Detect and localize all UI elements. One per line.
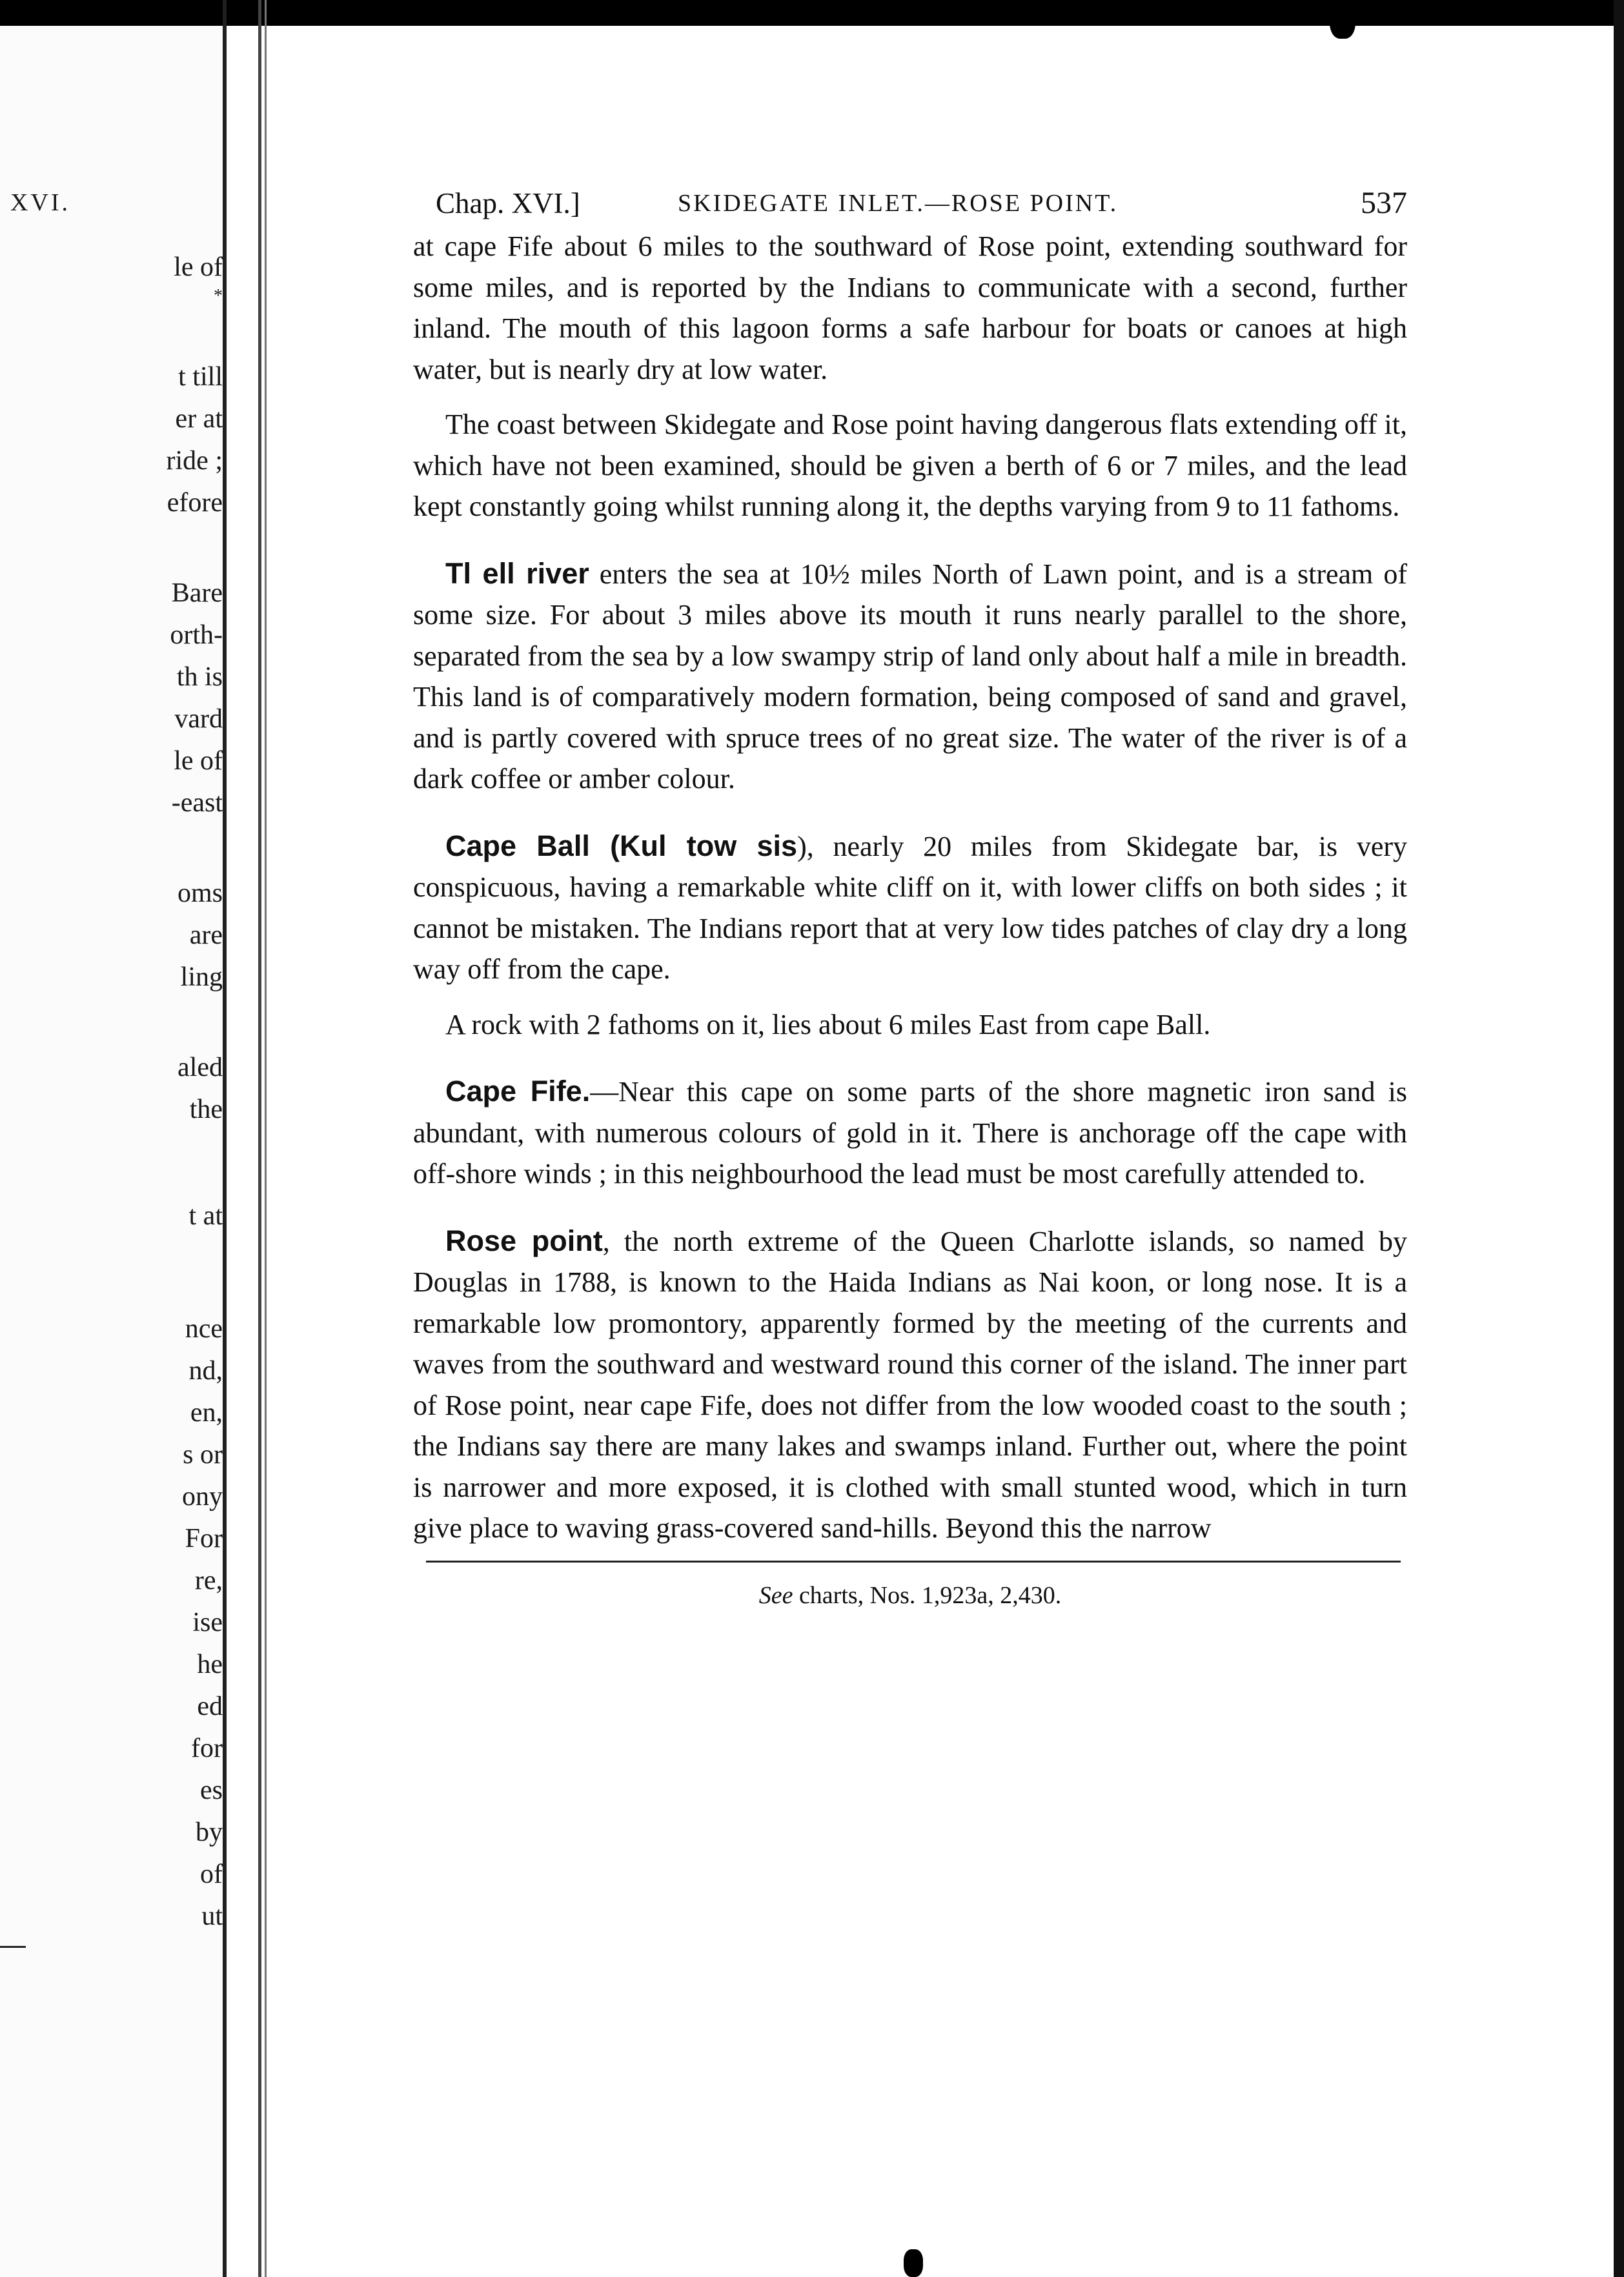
left-fragment: efore xyxy=(167,488,223,518)
left-fragment: s or xyxy=(183,1440,223,1470)
ink-blot xyxy=(1330,0,1355,39)
paragraph-cape-fife xyxy=(413,1071,1407,1195)
left-fragment: orth- xyxy=(170,620,223,650)
left-fragment: t at xyxy=(188,1201,223,1231)
ink-blot xyxy=(904,2249,923,2277)
chapter-label: Chap. XVI.] xyxy=(436,187,580,219)
left-fragment: XVI. xyxy=(10,189,71,216)
paragraph-tlell-river xyxy=(413,553,1407,800)
section-heading: Cape Fife. xyxy=(445,1075,591,1108)
paragraph-cape-ball xyxy=(413,825,1407,990)
section-heading: Tl ell river xyxy=(445,556,589,590)
footnote-text: charts, Nos. 1,923a, 2,430. xyxy=(793,1581,1062,1609)
paragraph-text: , the north extreme of the Queen Charlotte islands, so named by Douglas in 1788, is known to the Haida Indians as Nai koon, or long nose. It is a remarkable low promontory, apparently formed by the meeting of the currents and waves from the southward and westward round this corner of the island. The inner part of Rose point, near cape Fife, does not differ from the low wooded coast to the south ; the Indians say there are many lakes and swamps inland. Further out, where the point is narrower and more exposed, it is clothed with small stunted wood, which in turn give place to waving grass-covered sand-hills. Beyond this the narrow xyxy=(413,1225,1407,1544)
paragraph-rose-point xyxy=(413,1220,1407,1549)
left-fragment: ling xyxy=(180,962,223,992)
paragraph-coast: The coast between Skidegate and Rose point having dangerous flats extending off it, which have not been examined, should be given a berth of 6 or 7 miles, and the lead kept constantly going whilst running along it, the depths varying from 9 to 11 fathoms. xyxy=(413,409,1407,522)
left-fragment: the xyxy=(189,1095,223,1124)
left-fragment: oms xyxy=(177,878,223,908)
paragraph-text: enters the sea at 10½ miles North of Lawn point, and is a stream of some size. For about 3 miles above its mouth it runs nearly parallel to the shore, separated from the sea by a low swampy strip of land only about half a mile in breadth. This land is of comparatively modern formation, being composed of sand and gravel, and is partly covered with spruce trees of no great size. The water of the river is of a dark coffee or amber colour. xyxy=(413,558,1407,794)
left-fragment: re, xyxy=(194,1566,223,1595)
left-fragment: Bare xyxy=(171,578,223,608)
left-fragment: nce xyxy=(185,1314,223,1344)
scan-top-border xyxy=(0,0,1624,26)
left-fragment: -east xyxy=(171,788,223,818)
paragraph-text: ), nearly 20 miles from Skidegate bar, is very conspicuous, having a remarkable white cliff on it, with lower cliffs on both sides ; it cannot be mistaken. The Indians report that at very low tides patches of clay dry a long way off from the cape. xyxy=(413,830,1407,985)
left-fragment: by xyxy=(196,1817,223,1847)
left-page-edge xyxy=(0,26,223,2277)
left-fragment: for xyxy=(191,1734,223,1763)
footnote-see: See xyxy=(758,1581,793,1609)
section-heading: Rose point xyxy=(445,1224,603,1257)
left-fragment: t till xyxy=(178,362,223,392)
scan-right-border xyxy=(1614,0,1624,2277)
left-fragment: ride ; xyxy=(166,446,223,476)
page-gutter-shadow xyxy=(265,0,267,2277)
left-fragment: ise xyxy=(192,1608,223,1637)
left-fragment: he xyxy=(197,1650,223,1679)
left-fragment: ed xyxy=(197,1692,223,1721)
paragraph-rock: A rock with 2 fathoms on it, lies about 6 miles East from cape Ball. xyxy=(445,1008,1211,1040)
page-number: 537 xyxy=(1361,186,1407,220)
left-footnote-rule xyxy=(0,1946,26,1948)
left-fragment: * xyxy=(214,286,223,306)
paragraph-text: —Near this cape on some parts of the shore magnetic iron sand is abundant, with numerous colours of gold in it. There is anchorage off the cape with off-shore winds ; in this neighbourhood the lead must be most carefully attended to. xyxy=(413,1076,1408,1189)
right-page xyxy=(413,181,1407,1636)
left-fragment: ut xyxy=(201,1901,223,1931)
left-fragment: le of xyxy=(174,252,223,282)
paragraph-lagoon: at cape Fife about 6 miles to the southward of Rose point, extending southward for some miles, and is reported by the Indians to communicate with a second, further inland. The mouth of this lagoon forms a safe harbour for boats or canoes at high water, but is nearly dry at low water. xyxy=(413,230,1407,385)
left-fragment: ony xyxy=(182,1482,223,1512)
page-gutter xyxy=(223,0,227,2277)
left-fragment: nd, xyxy=(188,1356,223,1386)
page-header xyxy=(413,181,1407,226)
left-fragment: le of xyxy=(174,746,223,776)
left-fragment: of xyxy=(200,1859,223,1889)
left-fragment: es xyxy=(200,1776,223,1805)
left-fragment: th is xyxy=(176,662,223,692)
section-heading: Cape Ball (Kul tow sis xyxy=(445,829,798,862)
footnote xyxy=(413,1579,1407,1612)
running-title: SKIDEGATE INLET.—ROSE POINT. xyxy=(678,190,1119,217)
left-fragment: For xyxy=(185,1524,223,1553)
footnote-rule xyxy=(426,1561,1401,1563)
left-fragment: vard xyxy=(174,704,223,734)
left-fragment: er at xyxy=(175,404,223,434)
left-fragment: are xyxy=(189,920,223,950)
left-fragment: aled xyxy=(178,1053,223,1082)
left-fragment: en, xyxy=(190,1398,223,1428)
page-gutter-shadow xyxy=(258,0,261,2277)
